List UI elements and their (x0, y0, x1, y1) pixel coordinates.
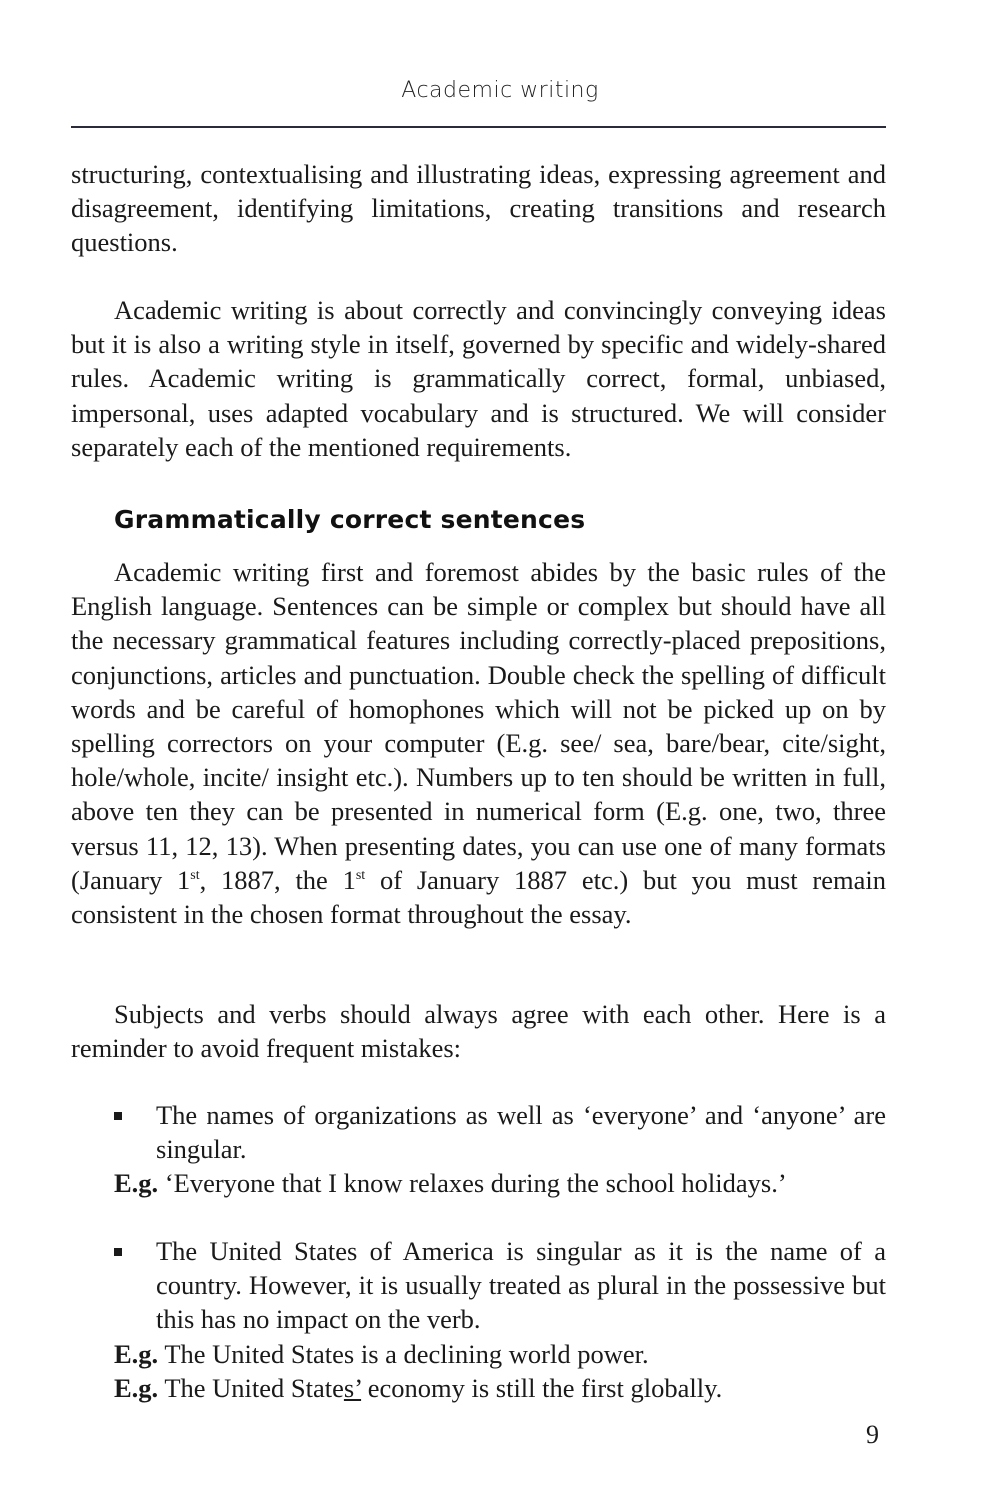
bullet-text: The United States of America is singular as it is the name of a country. However, it is usually treated as plural in the possessive but this has no impact on the verb. (156, 1236, 886, 1335)
paragraph-text: structuring, contextualising and illustrating ideas, expressing agreement and disagreement, identifying limitations, creating transitions and research questions. (71, 159, 886, 258)
example-label: E.g. (114, 1372, 159, 1403)
example-text: The United States is a declining world power. (158, 1338, 649, 1369)
bullet-item (114, 1098, 886, 1166)
running-head: Academic writing (401, 78, 599, 103)
example-label: E.g. (114, 1168, 159, 1199)
ordinal-superscript: st (355, 867, 366, 883)
example-text: ‘Everyone that I know relaxes during the school holidays.’ (158, 1168, 787, 1199)
example-line (114, 1371, 886, 1405)
example-text: The United State (158, 1372, 344, 1403)
bullet-item (114, 1234, 886, 1337)
example-line (114, 1337, 886, 1371)
example-line (114, 1166, 886, 1200)
paragraph-text (71, 555, 886, 931)
paragraph-text: Academic writing is about correctly and convincingly conveying ideas but it is also a writing style in itself, governed by specific and widely-shared rules. Academic writing is grammatically correct, formal, unbiased, impersonal, uses adapted vocabulary and is structured. We will consider separately each of the mentioned requirements. (71, 295, 886, 462)
text-run: Academic writing first and foremost abides by the basic rules of the English language. Sentences can be simple or complex but should have all the necessary grammatical features including correctly-placed prepositions, conjunctions, articles and punctuation. Double check the spelling of difficult words and be careful of homophones which will not be picked up on by spelling correctors on your computer (E.g. see/ sea, bare/bear, cite/sight, hole/whole, incite/ insight etc.). Numbers up to ten should be written in full, above ten they can be presented in numerical form (E.g. one, two, three versus 11, 12, 13). When presenting dates, you can use one of many formats (January 1 (71, 557, 886, 895)
header-rule (71, 126, 886, 128)
section-heading: Grammatically correct sentences (114, 505, 586, 534)
bullet-group-2 (114, 1234, 886, 1405)
example-label: E.g. (114, 1338, 159, 1369)
page-number: 9 (866, 1420, 879, 1449)
example-text: economy is still the first globally. (361, 1372, 723, 1403)
ordinal-superscript: st (190, 867, 200, 883)
paragraph-overview (71, 293, 886, 464)
paragraph-grammar-rules (71, 555, 886, 931)
paragraph-continuation (71, 157, 886, 260)
text-run: , 1887, the 1 (199, 864, 356, 895)
bullet-text: The names of organizations as well as ‘everyone’ and ‘anyone’ are singular. (156, 1100, 886, 1165)
underlined-text: s’ (343, 1372, 362, 1403)
square-bullet-icon (114, 1248, 122, 1256)
bullet-group-1 (114, 1098, 886, 1201)
text-run: of January 1887 etc.) but you must remain consistent in the chosen format throughout the essay. (71, 864, 887, 930)
paragraph-text: Subjects and verbs should always agree with each other. Here is a reminder to avoid frequent mistakes: (71, 999, 886, 1064)
square-bullet-icon (114, 1112, 122, 1120)
paragraph-subject-verb (71, 997, 886, 1065)
